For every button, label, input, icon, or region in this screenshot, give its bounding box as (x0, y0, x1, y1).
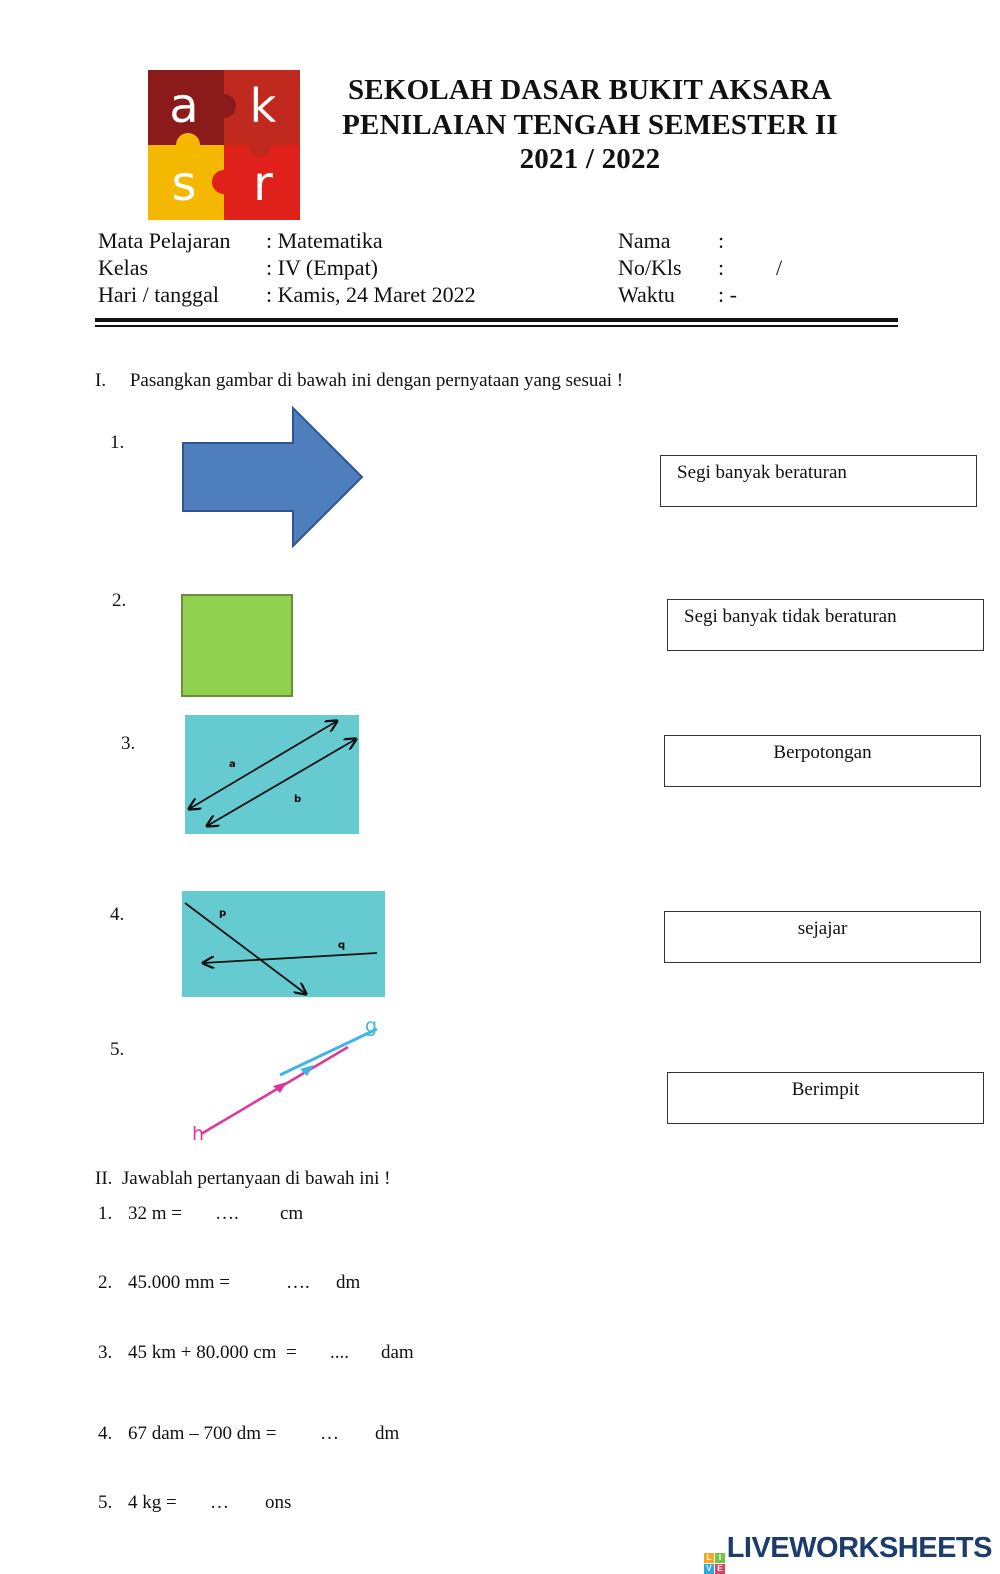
question-expression: 4 kg = (128, 1492, 177, 1513)
school-logo (148, 70, 300, 220)
exam-name: PENILAIAN TENGAH SEMESTER II (342, 109, 838, 141)
class-label: Kelas (98, 255, 149, 280)
class-value: : IV (Empat) (266, 255, 379, 280)
arrow-shape[interactable] (180, 405, 366, 549)
header-divider-thin (95, 325, 898, 327)
date-value: : Kamis, 24 Maret 2022 (266, 282, 476, 307)
question-1 (98, 1203, 598, 1227)
question-number: 1. (98, 1203, 113, 1224)
question-2 (98, 1272, 598, 1296)
answer-blank[interactable]: …. (286, 1272, 310, 1293)
logo-letter-s: s (171, 156, 197, 212)
answer-unit: dm (336, 1272, 361, 1293)
time-label: Waktu (618, 282, 675, 307)
question-number: 5. (98, 1492, 113, 1513)
question-number: 3. (98, 1342, 113, 1363)
date-label: Hari / tanggal (98, 282, 219, 307)
subject-value: : Matematika (266, 228, 383, 253)
answer-blank[interactable]: …. (215, 1203, 239, 1224)
answer-box-4[interactable]: sejajar (664, 911, 981, 963)
intersecting-lines-figure[interactable] (182, 891, 385, 997)
section2-title: II. Jawablah pertanyaan di bawah ini ! (95, 1168, 391, 1189)
liveworksheets-brand: LIVEWORKSHEETS (726, 1532, 992, 1564)
answer-blank[interactable]: … (320, 1423, 339, 1444)
square-shape[interactable] (181, 594, 293, 697)
no-label: No/Kls (618, 255, 682, 280)
line-h (201, 1047, 348, 1134)
exam-year: 2021 / 2022 (519, 143, 661, 175)
name-label: Nama (618, 228, 671, 253)
question-number: 4. (98, 1423, 113, 1444)
item-number-5: 5. (110, 1039, 125, 1060)
line-g (280, 1029, 377, 1075)
time-value: : - (718, 282, 737, 307)
coinciding-lines-figure[interactable] (185, 1012, 385, 1147)
answer-box-3[interactable]: Berpotongan (664, 735, 981, 787)
item-number-2: 2. (112, 590, 127, 611)
answer-unit: dm (375, 1423, 400, 1444)
question-expression: 67 dam – 700 dm = (128, 1423, 277, 1444)
answer-box-5[interactable]: Berimpit (667, 1072, 984, 1124)
question-expression: 45.000 mm = (128, 1272, 231, 1293)
question-expression: 32 m = (128, 1203, 182, 1224)
answer-blank[interactable]: … (210, 1492, 229, 1513)
logo-letter-r: r (253, 156, 273, 212)
liveworksheets-watermark (704, 1532, 992, 1574)
school-name: SEKOLAH DASAR BUKIT AKSARA (347, 74, 833, 106)
label-q: q (338, 940, 346, 951)
name-value: : (718, 228, 725, 253)
question-number: 2. (98, 1272, 113, 1293)
no-slash: / (776, 255, 783, 280)
answer-unit: ons (265, 1492, 292, 1513)
logo-letter-a: a (169, 78, 199, 134)
label-b: b (294, 794, 302, 805)
item-number-1: 1. (110, 432, 125, 453)
label-g: g (365, 1015, 378, 1037)
answer-blank[interactable]: .... (330, 1342, 349, 1363)
label-h: h (192, 1123, 205, 1145)
answer-box-1[interactable]: Segi banyak beraturan (660, 455, 977, 507)
no-value: : (718, 255, 725, 280)
question-expression: 45 km + 80.000 cm = (128, 1342, 297, 1363)
question-3 (98, 1342, 598, 1366)
label-a: a (229, 759, 236, 770)
label-p: p (219, 908, 227, 919)
subject-label: Mata Pelajaran (98, 228, 231, 253)
question-5 (98, 1492, 598, 1516)
item-number-3: 3. (121, 733, 136, 754)
section1-title: I. Pasangkan gambar di bawah ini dengan pernyataan yang sesuai ! (95, 370, 624, 391)
answer-box-2[interactable]: Segi banyak tidak beraturan (667, 599, 984, 651)
logo-letter-k: k (249, 79, 277, 133)
answer-unit: cm (280, 1203, 304, 1224)
header-divider-thick (95, 318, 898, 322)
liveworksheets-icon: L I V E (704, 1553, 725, 1574)
parallel-lines-figure[interactable] (185, 715, 359, 834)
item-number-4: 4. (110, 904, 125, 925)
answer-unit: dam (381, 1342, 414, 1363)
question-4 (98, 1423, 598, 1447)
